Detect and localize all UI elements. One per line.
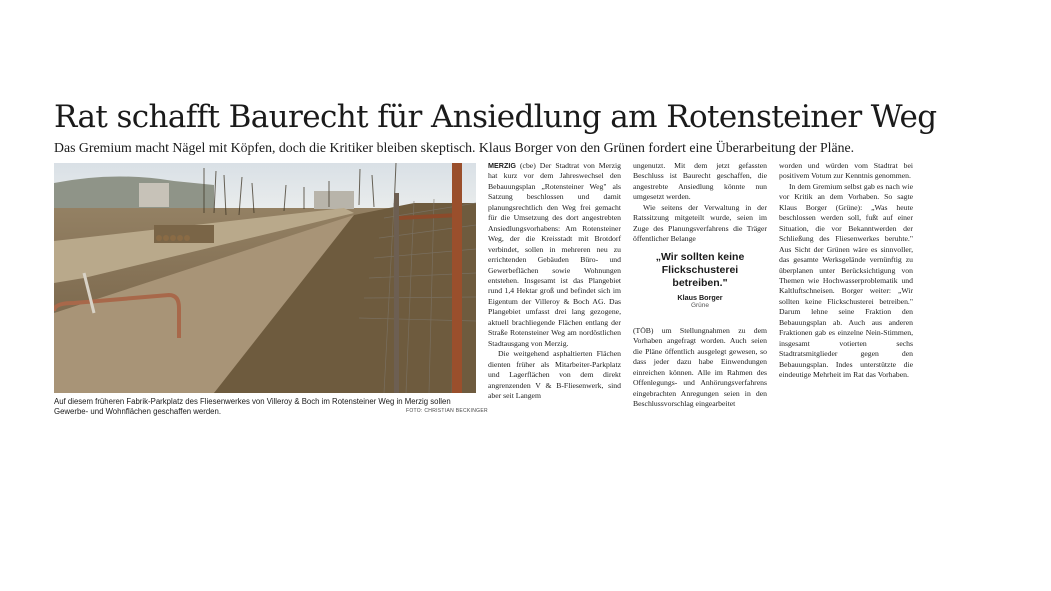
photo-credit: FOTO: CHRISTIAN BECKINGER — [406, 408, 488, 414]
pull-quote-text: „Wir sollten keine Flickschusterei betreiben." — [655, 251, 745, 289]
pull-quote — [633, 251, 767, 309]
article-paragraph: ungenutzt. Mit dem jetzt gefassten Beschluss ist Baurecht geschaffen, die angestrebte Ansiedlung könnte nun umgesetzt werden. — [633, 161, 767, 202]
article-paragraph: Die weitgehend asphaltierten Flächen dienten früher als Mitarbeiter-Parkplatz und Lagerflächen von dem direkt angrenzenden V & B-Fliesenwerk, sind aber seit Langem — [488, 349, 621, 400]
article-paragraph: worden und würden vom Stadtrat bei positivem Votum zur Kenntnis genommen. — [779, 161, 913, 181]
article-column-2-continued — [633, 326, 767, 410]
article-subhead: Das Gremium macht Nägel mit Köpfen, doch die Kritiker bleiben skeptisch. Klaus Borger von den Grünen fordert eine Überarbeitung der Pläne. — [54, 140, 855, 155]
paragraph-text: (cbe) Der Stadtrat von Merzig hat kurz vor dem Jahreswechsel den Bebauungsplan „Rotensteiner Weg" als Satzung beschlossen und damit planungsrechtlich den Weg frei gemacht für die Umsetzung des dort angestrebten Ansiedlungsvorhabens: Am Rotensteiner Weg, der die Kreisstadt mit Brotdorf verbindet, sollen in mehreren neu zu errichtenden Gebäuden Büro- und Gewerbeflächen sowie Wohnungen entstehen. Insgesamt ist das Plangebiet rund 1,4 Hektar groß und befindet sich im Eigentum der Villeroy & Boch AG. Das Plangebiet umfasst drei lang gezogene, aktuell brachliegende Flächen entlang der Straße Rotensteiner Weg am nordöstlichen Stadtausgang von Merzig. — [488, 161, 621, 348]
pull-quote-author: Klaus Borger — [677, 293, 723, 302]
article-column-3 — [779, 161, 913, 381]
article-photo — [54, 163, 476, 393]
article-column-2 — [633, 161, 767, 245]
dateline: MERZIG — [488, 161, 516, 170]
article-paragraph: Wie seitens der Verwaltung in der Ratssitzung mitgeteilt wurde, seien im Zuge des Planungsverfahrens die Träger öffentlicher Belange — [633, 202, 767, 244]
photo-caption: Auf diesem früheren Fabrik-Parkplatz des Fliesenwerkes von Villeroy & Boch im Rotensteiner Weg in Merzig sollen Gewerbe- und Wohnflächen geschaffen werden. — [54, 397, 451, 416]
pull-quote-party: Grüne — [690, 302, 710, 309]
article-paragraph — [488, 161, 621, 349]
article-paragraph: (TÖB) um Stellungnahmen zu dem Vorhaben angefragt worden. Auch seien die Pläne öffentlich ausgelegt gewesen, so dass jeder dazu habe Einwendungen einreichen können. Alle im Rahmen des Offenlegungs- und Anhörungsverfahrens eingebrachten Anregungen seien in den Beschlussvorschlag eingearbeitet — [633, 326, 767, 409]
article-headline: Rat schafft Baurecht für Ansiedlung am Rotensteiner Weg — [54, 99, 937, 135]
article-column-1 — [488, 161, 621, 401]
article-paragraph: In dem Gremium selbst gab es nach wie vor Kritik an dem Vorhaben. So sagte Klaus Borger (Grüne): „Was heute beschlossen werden soll, fußt auf einer Situation, die vor Bekanntwerden der Schließung des Fliesenwerkes beruhte." Aus Sicht der Grünen wäre es sinnvoller, das gesamte Werksgelände vernünftig zu überplanen unter Berücksichtigung von Themen wie Hochwasserproblematik und Kaltluftschneisen. Borger weiter: „Wir sollten keine Flickschusterei betreiben." Darum lehne seine Fraktion den Bebauungsplan ab. Auch aus anderen Fraktionen gab es einzelne Nein-Stimmen, insgesamt votierten sechs Stadtratsmitglieder gegen den Bebauungsplan. Indes unterstützte die eindeutige Mehrheit im Rat das Vorhaben. — [779, 181, 913, 380]
